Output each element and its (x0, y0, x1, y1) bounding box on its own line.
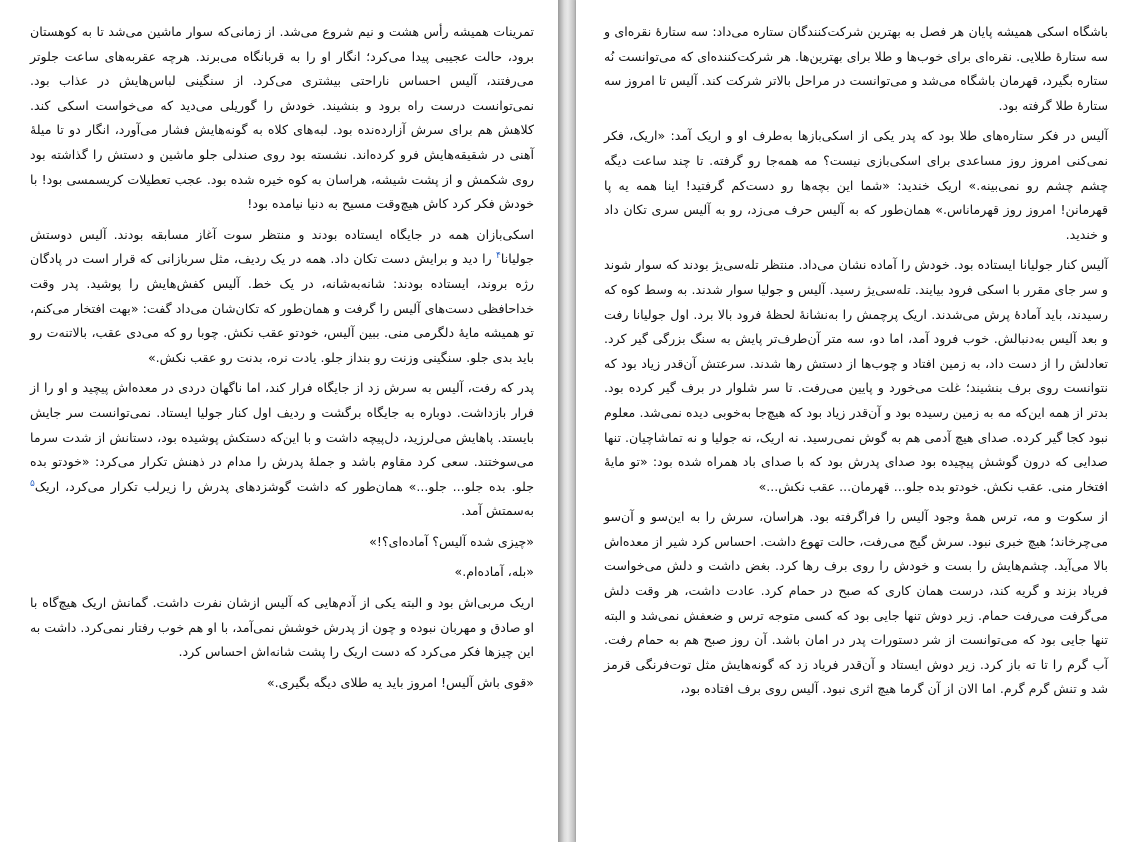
paragraph: اسکی‌بازان همه در جایگاه ایستاده بودند و منتظر سوت آغاز مسابقه بودند. آلیس دوستش جولیانا$^۴$ را دید و برایش دست تکان داد. همه در یک ردیف، مثل سربازانی که قرار است در پادگان رژه بروند، ایستاده بودند: شانه‌به‌شانه، در یک خط. آلیس کفش‌هایش را پوشید. پدر وقت خداحافظی دست‌های آلیس را گرفت و همان‌طور که تکان‌شان می‌داد گفت: «بهت افتخار می‌کنم، تو همیشه مایهٔ دلگرمی منی. ببین آلیس، خودتو عقب نکش. چوبا رو که می‌دی عقب، بالاتنه‌ت رو باید بدی جلو. سنگینی وزنت رو بنداز جلو. یادت نره، بدنت رو عقب نکش.» (30, 226, 534, 365)
paragraph: «بله، آماده‌ام.» (454, 564, 534, 580)
paragraph: «چیزی شده آلیس؟ آماده‌ای؟!» (369, 533, 534, 549)
paragraph: «قوی باش آلیس! امروز باید یه طلای دیگه بگیری.» (266, 674, 534, 690)
paragraph: باشگاه اسکی همیشه پایان هر فصل به بهترین شرکت‌کنندگان ستاره می‌داد: سه ستارهٔ نقره‌ای و سه ستارهٔ طلایی. نقره‌ای برای خوب‌ها و طلا برای بهترین‌ها. هر شرکت‌کننده‌ای که می‌توانست نُه ستاره بگیرد، قهرمان باشگاه می‌شد و می‌توانست در مراحل بالاتر شرکت کند. آلیس تا امروز سه ستارهٔ طلا گرفته بود. (604, 24, 1108, 113)
right-page (576, 0, 1124, 842)
right-page-text (604, 20, 1108, 708)
book-gutter (558, 0, 576, 842)
footnote-marker[interactable]: ۴ (496, 251, 501, 262)
paragraph: آلیس در فکر ستاره‌های طلا بود که پدر یکی از اسکی‌بازها به‌طرف او و اریک آمد: «اریک، فکر نمی‌کنی امروز روز مساعدی برای اسکی‌بازی نیست؟ مه همه‌جا رو گرفته. تا چند ساعت دیگه چشم چشم رو نمی‌بینه.» اریک خندید: «شما این بچه‌ها رو دست‌کم گرفتید! اینا همه یه پا قهرمانن! امروز روز قهرماناس.» همان‌طور که به آلیس حرف می‌زد، رو به آلیس سری تکان داد و خندید. (604, 128, 1108, 242)
paragraph: از سکوت و مه، ترس همهٔ وجود آلیس را فراگرفته بود. هراسان، سرش را به این‌سو و آن‌سو می‌چرخاند؛ هیچ خبری نبود. سرش گیج می‌رفت، حالت تهوع داشت. احساس کرد شیر از معده‌اش بالا می‌آید. چشم‌هایش را بست و خودش را روی برف رها کرد. بغض داشت و دلش می‌خواست فریاد بزند و گریه کند، درست همان کاری که صبح در حمام کرد. عادت داشت، هر وقت دلش می‌گرفت می‌رفت حمام. زیر دوش تنها جایی بود که کسی متوجه ترس و ضعفش نمی‌شد و البته تنها جایی بود که می‌توانست از شر دستورات پدر در امان باشد. آن روز صبح هم به حمام رفت. آب گرم را تا ته باز کرد. زیر دوش ایستاد و آن‌قدر فریاد زد که گونه‌هایش مثل توت‌فرنگی قرمز شد و تنش گرم گرم. اما الان از آن گرما هیچ اثری نبود. آلیس روی برف افتاده بود، (604, 509, 1108, 697)
left-page (0, 0, 558, 842)
footnote-marker[interactable]: ۵ (30, 478, 35, 489)
left-page-text (30, 20, 534, 701)
paragraph: آلیس کنار جولیانا ایستاده بود. خودش را آماده نشان می‌داد. منتظر تله‌سی‌یژ بودند که سوار شوند و سر جای مقرر با اسکی فرود بیایند. تله‌سی‌یژ رسید. آلیس و جولیا سوار شدند. به وسط کوه که رسیدند، باید آمادهٔ پرش می‌شدند. اریک پرچمش را به‌نشانهٔ لحظهٔ فرود بالا برد. اول جولیانا رفت و بعد آلیس به‌دنبالش. خوب فرود آمد، اما دو، سه متر آن‌طرف‌تر پایش به سنگ بزرگی گیر کرد. تعادلش را از دست داد، به زمین افتاد و چوب‌ها از دستش رها شدند. سرعتش آن‌قدر زیاد بود که نتوانست روی برف بنشیند؛ غلت می‌خورد و پایین می‌رفت. تا سر شلوار در برف گیر کرده بود. بدتر از همه این‌که مه به زمین رسیده بود و آن‌قدر زیاد بود که هیچ‌جا به‌خوبی دیده نمی‌شد. معلوم نبود کجا گیر کرده. صدای هیچ آدمی هم به گوش نمی‌رسید. نه اریک، نه جولیا و نه تماشاچیان. تنها صدایی که درون گوشش پیچیده بود صدای پدرش بود که با صدای باد همراه شده بود: «تو مایهٔ افتخار منی. عقب نکش. خودتو بده جلو... قهرمان... عقب نکش...» (604, 257, 1108, 494)
paragraph: اریک مربی‌اش بود و البته یکی از آدم‌هایی که آلیس ازشان نفرت داشت. گمانش اریک هیچ‌گاه با او صادق و مهربان نبوده و چون از پدرش خوشش نمی‌آمد، با او هم خوب رفتار نمی‌کرد. داشت به این چیزها فکر می‌کرد که دست اریک را پشت شانه‌اش احساس کرد. (30, 595, 534, 660)
paragraph: تمرینات همیشه رأس هشت و نیم شروع می‌شد. از زمانی‌که سوار ماشین می‌شد تا به کوهستان برود، حالت عجیبی پیدا می‌کرد؛ انگار او را به قربانگاه می‌برند. هرچه عقربه‌های ساعت جلوتر می‌رفتند، آلیس احساس ناراحتی بیشتری می‌کرد. از سنگینی لباس‌هایش در عذاب بود. نمی‌توانست درست راه برود و بنشیند. خودش را گوریلی می‌دید که می‌خواست اسکی کند. کلاهش هم برای سرش آزارده‌نده بود. لبه‌های کلاه به گونه‌هایش فشار می‌آورد، انگار دو تا میلهٔ آهنی در شقیقه‌هایش فرو کرده‌اند. نشسته بود روی صندلی جلو ماشین و دستش را گذاشته بود روی شکمش و از پشت شیشه، هراسان به کوه خیره شده بود. عجب تعطیلات کریسمسی بود! با خودش فکر کرد کاش هیچ‌وقت مسیح به دنیا نیامده بود! (30, 24, 534, 212)
paragraph: پدر که رفت، آلیس به سرش زد از جایگاه فرار کند، اما ناگهان دردی در معده‌اش پیچید و او را از فرار بازداشت. دوباره به جایگاه برگشت و ردیف اول کنار جولیا ایستاد. نمی‌توانست سر جایش بایستد. پاهایش می‌لرزید، دل‌پیچه داشت و با این‌که دستکش پوشیده بود، دستانش از شدت سرما می‌سوختند. سعی کرد مقاوم باشد و جملهٔ پدرش را مدام در ذهنش تکرار می‌کرد: «خودتو بده جلو. بده جلو... جلو...» همان‌طور که داشت گوشزدهای پدرش را زیرلب تکرار می‌کرد، اریک$^۵$ به‌سمتش آمد. (30, 380, 534, 519)
